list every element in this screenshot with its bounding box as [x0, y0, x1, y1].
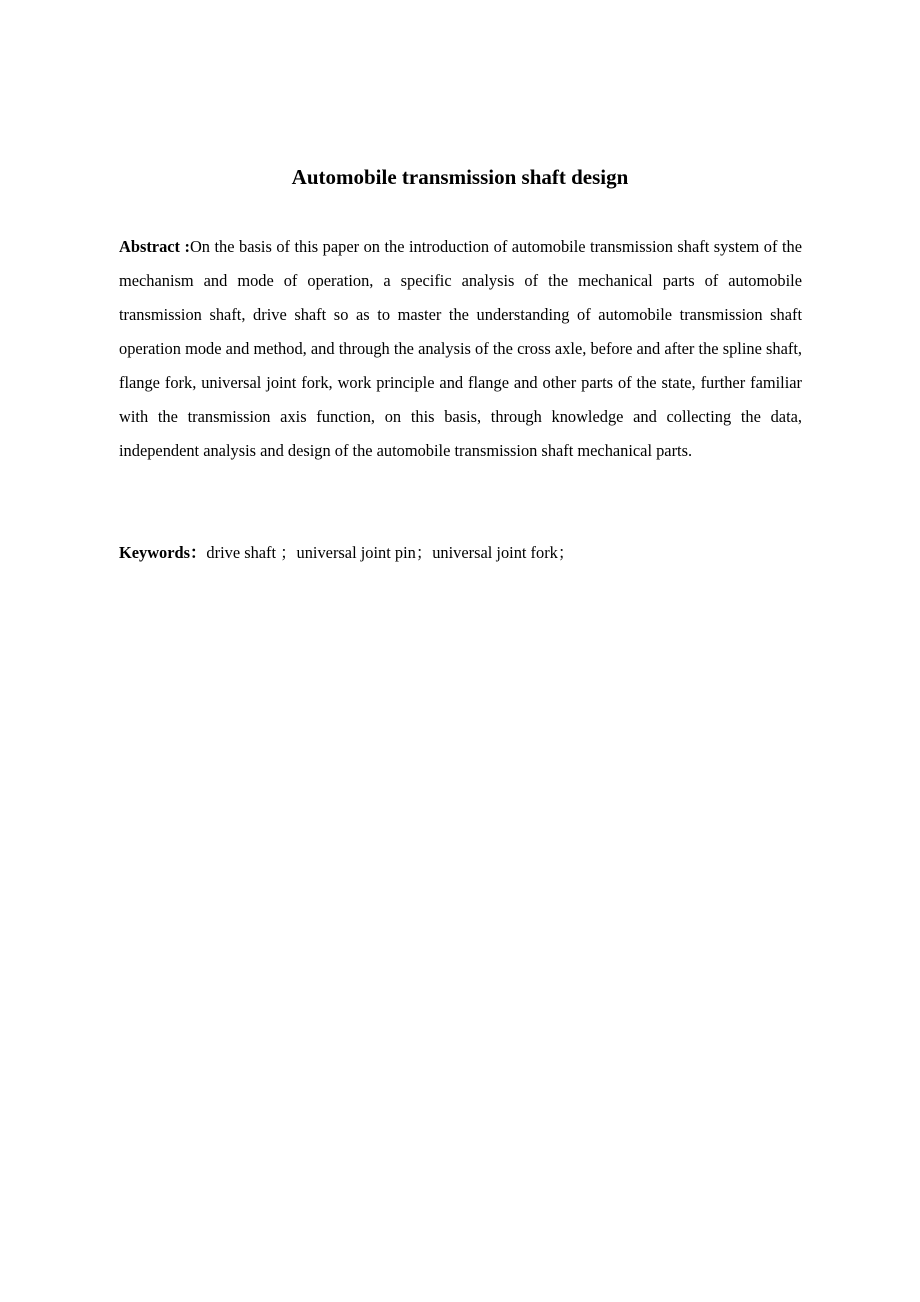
keywords-label: Keywords： [119, 543, 207, 562]
abstract-paragraph [119, 230, 802, 468]
keywords-line [119, 536, 802, 570]
keywords-text: drive shaft ；universal joint pin；universal joint fork； [206, 543, 575, 562]
abstract-label: Abstract : [119, 237, 190, 256]
document-title: Automobile transmission shaft design [291, 165, 629, 189]
abstract-text: On the basis of this paper on the introduction of automobile transmission shaft system of the mechanism and mode of operation, a specific analysis of the mechanical parts of automobile transmission shaft, drive shaft so as to master the understanding of automobile transmission shaft operation mode and method, and through the analysis of the cross axle, before and after the spline shaft, flange fork, universal joint fork, work principle and flange and other parts of the state, further familiar with the transmission axis function, on this basis, through knowledge and collecting the data, independent analysis and design of the automobile transmission shaft mechanical parts. [119, 237, 802, 460]
